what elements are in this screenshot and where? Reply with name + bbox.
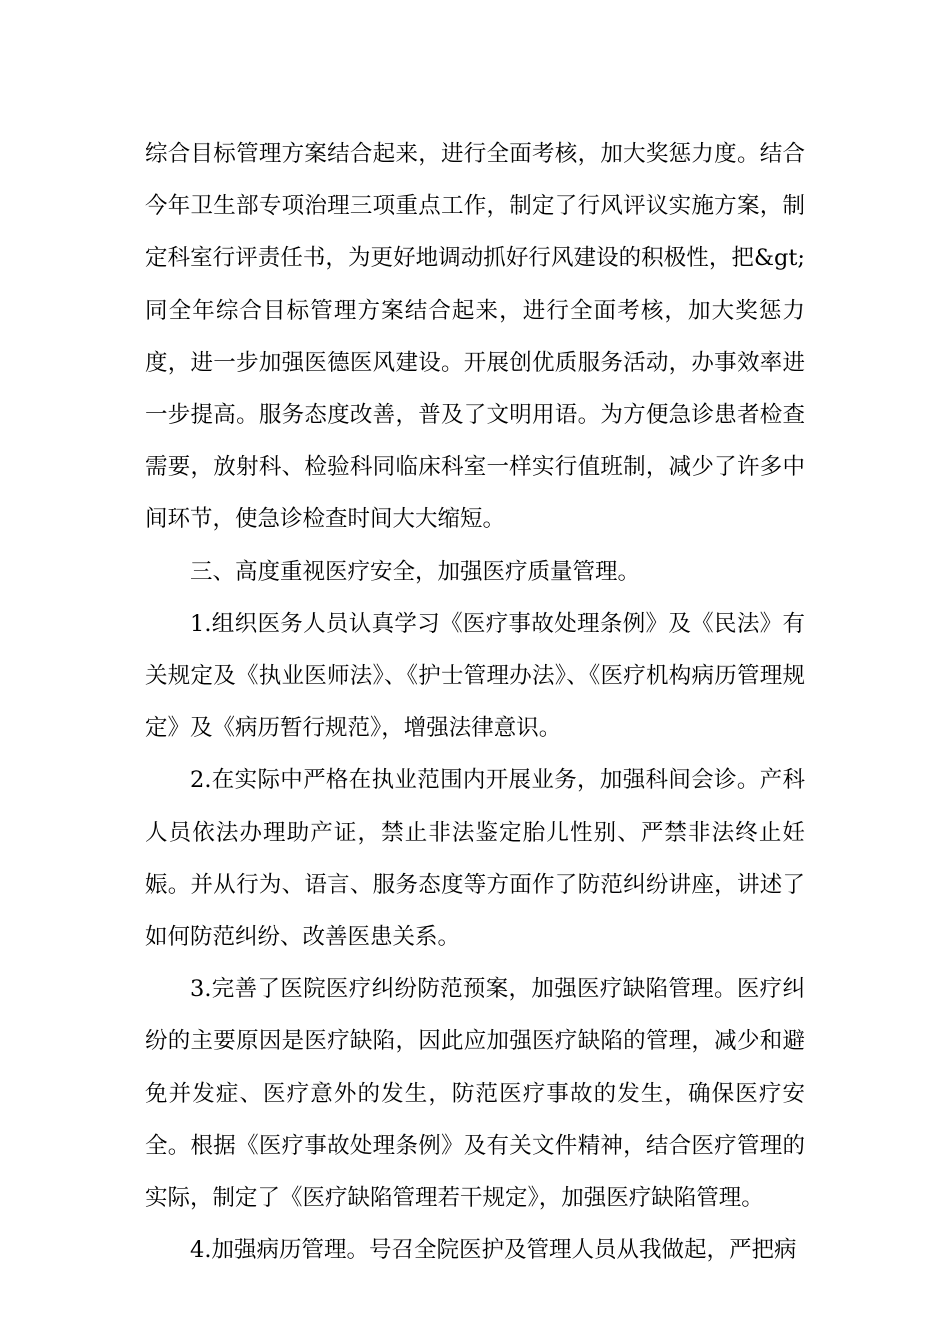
paragraph-item-4: 4.加强病历管理。号召全院医护及管理人员从我做起，严把病 bbox=[190, 1237, 797, 1264]
document-body bbox=[145, 128, 805, 1276]
paragraph-item-3: 3.完善了医院医疗纠纷防范预案，加强医疗缺陷管理。医疗纠纷的主要原因是医疗缺陷，因此应加强医疗缺陷的管理，减少和避免并发症、医疗意外的发生，防范医疗事故的发生，确保医疗安全。根据《医疗事故处理条例》及有关文件精神，结合医疗管理的实际，制定了《医疗缺陷管理若干规定》，加强医疗缺陷管理。 bbox=[145, 976, 805, 1212]
paragraph-item-2: 2.在实际中严格在执业范围内开展业务，加强科间会诊。产科人员依法办理助产证，禁止非法鉴定胎儿性别、严禁非法终止妊娠。并从行为、语言、服务态度等方面作了防范纠纷讲座，讲述了如何防范纠纷、改善医患关系。 bbox=[145, 767, 805, 951]
paragraph-item-1: 1.组织医务人员认真学习《医疗事故处理条例》及《民法》有关规定及《执业医师法》、《护士管理办法》、《医疗机构病历管理规定》及《病历暂行规范》，增强法律意识。 bbox=[145, 610, 805, 742]
section-heading-three: 三、高度重视医疗安全，加强医疗质量管理。 bbox=[190, 558, 641, 585]
paragraph-continuation: 综合目标管理方案结合起来，进行全面考核，加大奖惩力度。结合今年卫生部专项治理三项重点工作，制定了行风评议实施方案，制定科室行评责任书，为更好地调动抓好行风建设的积极性，把&gt;同全年综合目标管理方案结合起来，进行全面考核，加大奖惩力度，进一步加强医德医风建设。开展创优质服务活动，办事效率进一步提高。服务态度改善，普及了文明用语。为方便急诊患者检查需要，放射科、检验科同临床科室一样实行值班制，减少了许多中间环节，使急诊检查时间大大缩短。 bbox=[145, 141, 805, 533]
